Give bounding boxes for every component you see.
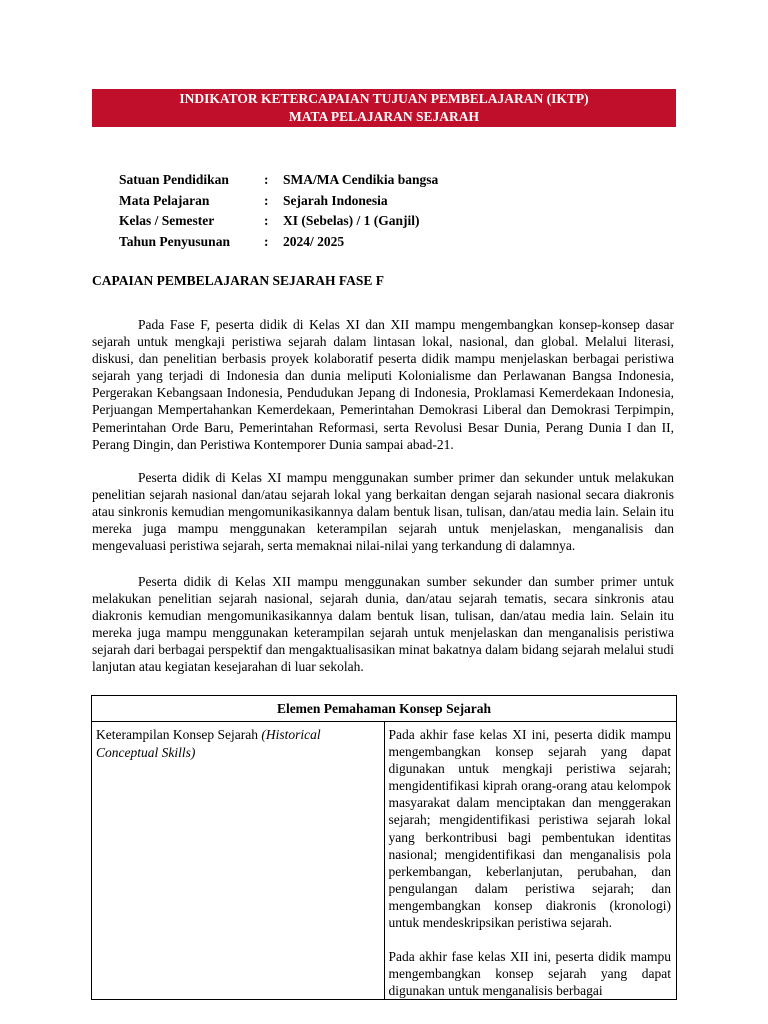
info-row-mapel [119,191,438,212]
description-xii: Pada akhir fase kelas XII ini, peserta didik mampu mengembangkan konsep sejarah yang dapat digunakan untuk menganalisis berbagai [388,949,671,999]
paragraph-kelas-xi: Peserta didik di Kelas XI mampu menggunakan sumber primer dan sekunder untuk melakukan penelitian sejarah nasional dan/atau sejarah lokal yang berkaitan dengan sejarah nasional secara diakronis atau sinkronis kemudian mengomunikasikannya dalam bentuk lisan, tulisan, dan/atau media lain. Selain itu mereka juga mampu menggunakan keterampilan sejarah untuk menjelaskan, menganalisis dan mengevaluasi peristiwa sejarah, serta memaknai nilai-nilai yang terkandung di dalamnya. [92,470,674,554]
section-title: CAPAIAN PEMBELAJARAN SEJARAH FASE F [92,273,385,288]
paragraph-fase-f: Pada Fase F, peserta didik di Kelas XI dan XII mampu mengembangkan konsep-konsep dasar sejarah untuk mengkaji peristiwa sejarah dalam lintasan lokal, nasional, dan global. Melalui literasi, diskusi, dan penelitian berbasis proyek kolaboratif peserta didik mampu menjelaskan berbagai peristiwa sejarah yang terjadi di Indonesia dan dunia meliputi Kolonialisme dan Perlawanan Bangsa Indonesia, Pergerakan Kebangsaan Indonesia, Pendudukan Jepang di Indonesia, Proklamasi Kemerdekaan Indonesia, Perjuangan Mempertahankan Kemerdekaan, Pemerintahan Demokrasi Liberal dan Demokrasi Terpimpin, Pemerintahan Orde Baru, Pemerintahan Reformasi, serta Revolusi Besar Dunia, Perang Dunia I dan II, Perang Dingin, dan Peristiwa Kontemporer Dunia sampai abad-21. [92,317,674,452]
info-label: Tahun Penyusunan [119,234,230,250]
info-value: XI (Sebelas) / 1 (Ganjil) [283,213,420,229]
table-header: Elemen Pemahaman Konsep Sejarah [92,696,677,722]
info-row-tahun [119,232,438,253]
info-label: Mata Pelajaran [119,192,210,208]
info-label: Satuan Pendidikan [119,172,229,187]
info-row-kelas [119,211,438,232]
info-label: Kelas / Semester [119,213,215,229]
identity-info [119,170,438,253]
skill-label-italic: (Historical Conceptual Skills) [96,727,321,760]
info-colon: : [264,172,269,187]
info-value: SMA/MA Cendikia bangsa [283,172,439,187]
info-colon: : [264,213,269,229]
info-value: Sejarah Indonesia [283,192,388,208]
info-colon: : [264,234,269,250]
info-colon: : [264,192,269,208]
title-line-1: INDIKATOR KETERCAPAIAN TUJUAN PEMBELAJARAN (IKTP) [179,91,589,106]
paragraph-kelas-xii: Peserta didik di Kelas XII mampu menggunakan sumber sekunder dan sumber primer untuk melakukan penelitian sejarah nasional, sejarah dunia, dan/atau sejarah tematis, secara sinkronis atau diakronis kemudian mengomunikasikannya dalam bentuk lisan, tulisan, dan/atau media lain. Selain itu mereka juga mampu menggunakan keterampilan sejarah untuk menjelaskan dan menganalisis peristiwa sejarah dari berbagai perspektif dan mengaktualisasikan minat bakatnya dalam bidang sejarah melalui studi lanjutan atau kegiatan kesejarahan di luar sekolah. [92,574,674,675]
description-xi: Pada akhir fase kelas XI ini, peserta didik mampu mengembangkan konsep sejarah yang dapat digunakan untuk mengkaji peristiwa sejarah; mengidentifikasi kiprah orang-orang atau kelompok masyarakat dalam menciptakan dan menggerakan sejarah; mengidentifikasi peristiwa sejarah lokal yang berkontribusi bagi pembentukan identitas nasional; mengidentifikasi dan menganalisis pola perkembangan, keberlanjutan, perubahan, dan pengulangan dalam peristiwa sejarah; dan mengembangkan konsep diakronis (kronologi) untuk mendeskripsikan peristiwa sejarah. [388,727,671,931]
skill-cell [92,722,385,1000]
skill-label: Keterampilan Konsep Sejarah [96,727,258,742]
title-line-2: MATA PELAJARAN SEJARAH [288,109,479,124]
info-row-satuan [119,170,438,191]
description-cell [384,722,677,1000]
info-value: 2024/ 2025 [283,234,345,250]
elemen-table [91,695,677,1000]
title-banner [92,89,676,127]
